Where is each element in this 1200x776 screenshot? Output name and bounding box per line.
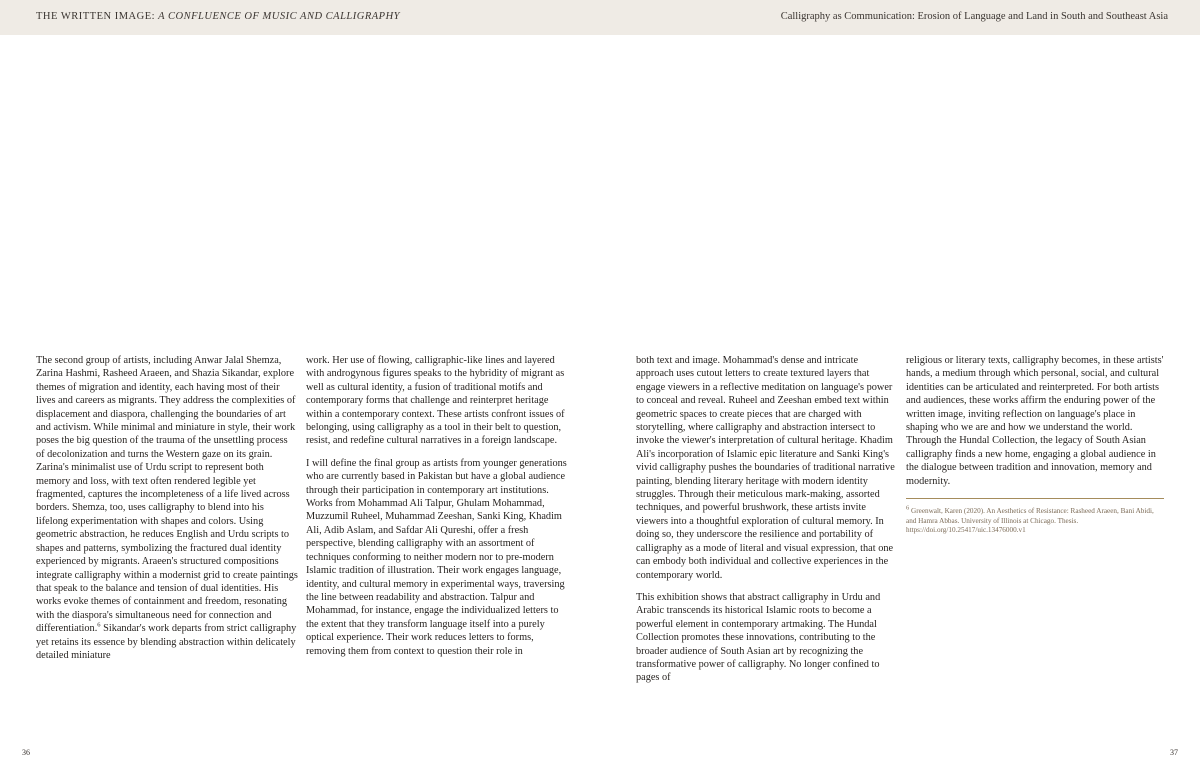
text-column-3 xyxy=(636,354,898,694)
footnote-reference[interactable]: 6 xyxy=(97,621,101,629)
footnote-text: Greenwalt, Karen (2020). An Aesthetics of Resistance: Rasheed Araeen, Bani Abidi, and Hamra Abbas. University of Illinois at Chicago. Thesis. https://doi.org/10.25417/uic.13476000.v1 xyxy=(906,507,1154,535)
paragraph: both text and image. Mohammad's dense and intricate approach uses cutout letters to create textured layers that engage viewers in a reflective meditation on language's power to conceal and reveal. Ruheel and Zeeshan embed text within geometric spaces to create pieces that are charged with storytelling, where calligraphy and abstraction intersect to invoke the viewer's interpretation of cultural heritage. Khadim Ali's incorporation of Islamic epic literature and Sanki King's vivid calligraphy pushes the boundaries of traditional narrative painting, blending literary heritage with modern identity struggles. Through their meticulous mark-making, assorted techniques, and powerful brushwork, these artists invite viewers into a thoughtful exploration of cultural memory. In doing so, they underscore the resilience and portability of calligraphy as a mode of literal and visual expression, that one can embody both individual and collective experiences in the contemporary world. xyxy=(636,355,895,581)
paragraph: I will define the final group as artists from younger generations who are currently based in Pakistan but have a global audience through their participation in contemporary art institutions. Works from Mohammad Ali Talpur, Ghulam Mohammad, Muzzumil Ruheel, Muhammad Zeeshan, Sanki King, Khadim Ali, Adib Aslam, and Safdar Ali Qureshi, offer a fresh perspective, blending calligraphy with an assortment of techniques conforming to neither modern nor to pre-modern Islamic tradition of illustration. Their work engages language, identity, and cultural memory in experimental ways, traversing the line between readability and abstraction. Talpur and Mohammad, for instance, engage the individualized letters to the extent that they transform language itself into a purely optical experience. Their work reduces letters to forms, removing them from context to question their role in xyxy=(306,457,567,657)
text-column-1 xyxy=(36,354,298,671)
footnote-divider xyxy=(906,498,1164,499)
text-column-2 xyxy=(306,354,568,667)
book-title-subtitle: A CONFLUENCE OF MUSIC AND CALLIGRAPHY xyxy=(158,11,401,22)
paragraph: religious or literary texts, calligraphy becomes, in these artists' hands, a medium through which personal, social, and cultural identities can be articulated and reinterpreted. For both artists and audiences, these works affirm the enduring power of the written image, inviting reflection on language's place in shaping who we are and how we understand the world. Through the Hundal Collection, the legacy of South Asian calligraphy finds a new home, engaging a global audience in the dialogue between tradition and innovation, memory and modernity. xyxy=(906,355,1164,487)
book-title-prefix: THE WRITTEN IMAGE: xyxy=(36,11,159,22)
chapter-title-header: Calligraphy as Communication: Erosion of Language and Land in South and Southeast Asia xyxy=(780,11,1168,22)
paragraph xyxy=(36,354,298,662)
book-title-header xyxy=(36,11,400,22)
page-number-left: 36 xyxy=(22,748,30,757)
paragraph: This exhibition shows that abstract calligraphy in Urdu and Arabic transcends its historical Islamic roots to become a powerful element in contemporary artmaking. The Hundal Collection promotes these innovations, contributing to the broader audience of South Asian art by recognizing the transformative power of calligraphy. No longer confined to pages of xyxy=(636,591,881,684)
page-number-right: 37 xyxy=(1170,748,1178,757)
footnote xyxy=(906,504,1164,536)
footnote-number: 6 xyxy=(906,504,910,512)
paragraph-text: The second group of artists, including Anwar Jalal Shemza, Zarina Hashmi, Rasheed Araeen, and Shazia Sikandar, explore themes of migration and identity, each having most of their lives and careers as migrants. They address the complexities of displacement and diaspora, challenging the boundaries of art and activism. While minimal and miniature in style, their work poses the big question of the trauma of the unsettling process of decolonization and turns the Western gaze on its grain. Zarina's minimalist use of Urdu script to represent both memory and loss, with text often rendered legible yet fragmented, captures the incompleteness of a life lived across borders. Shemza, too, uses calligraphy to blend into his lifelong experimentation with shapes and colors. Using geometric abstraction, he reduces English and Urdu scripts to shapes and patterns, symbolizing the fractured dual identity experienced by migrants. Araeen's structured compositions integrate calligraphy within a modernist grid to create paintings that speak to the balance and tension of dual identities. His works evoke themes of containment and freedom, resonating with the diaspora's simultaneous need for connection and differentiation. xyxy=(36,355,298,635)
text-column-4 xyxy=(906,354,1168,536)
running-header xyxy=(0,0,1200,35)
paragraph: work. Her use of flowing, calligraphic-like lines and layered with androgynous figures speaks to the hybridity of migrant as well as cultural identity, a fusion of traditional motifs and contemporary forms that challenge and reinterpret heritage within a contemporary context. These artists confront issues of belonging, using calligraphy as a tool in their belt to question, resist, and redefine cultural narratives in a foreign landscape. xyxy=(306,355,565,447)
paragraph-text: Sikandar's work departs from strict calligraphy yet retains its essence by blending abstraction within delicately detailed miniature xyxy=(36,623,297,661)
